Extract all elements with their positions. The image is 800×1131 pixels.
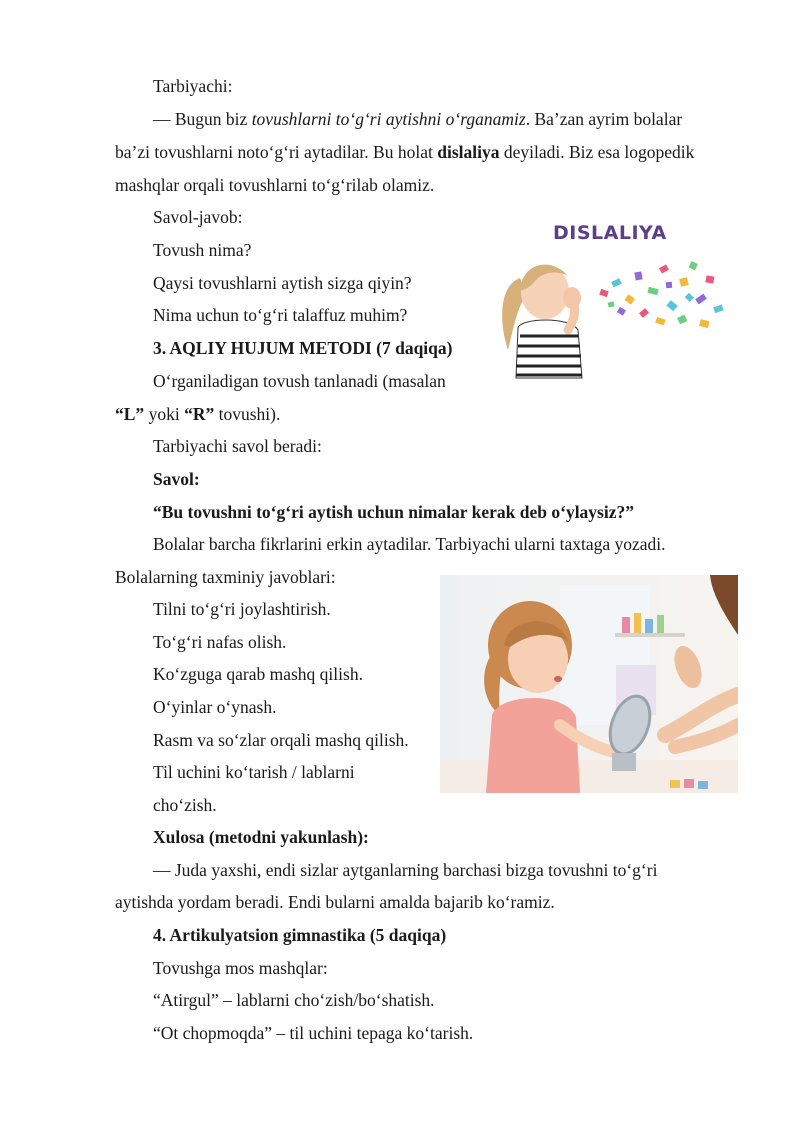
list-item: cho‘zish. [153, 795, 217, 815]
girl-speaking-letters-illustration-icon [490, 250, 730, 382]
list-item: Til uchini ko‘tarish / lablarni [153, 762, 355, 782]
bold-term: “L” [115, 404, 145, 424]
question-line: Qaysi tovushlarni aytish sizga qiyin? [153, 273, 412, 293]
paragraph-line [153, 108, 682, 130]
paragraph-line: Tarbiyachi savol beradi: [153, 436, 322, 456]
list-item: “Atirgul” – lablarni cho‘zish/bo‘shatish. [153, 990, 435, 1010]
paragraph-line: Tovushga mos mashqlar: [153, 958, 328, 978]
paragraph-line: O‘rganiladigan tovush tanlanadi (masalan [153, 371, 446, 391]
paragraph-line [115, 141, 694, 163]
text-span: ba’zi tovushlarni noto‘g‘ri aytadilar. Bu holat [115, 142, 438, 162]
paragraph-line: — Juda yaxshi, endi sizlar aytganlarning barchasi bizga tovushni to‘g‘ri [153, 860, 658, 880]
text-span: deyiladi. Biz esa logopedik [499, 142, 695, 162]
list-item: To‘g‘ri nafas olish. [153, 632, 287, 652]
conclusion-heading: Xulosa (metodni yakunlash): [153, 827, 369, 847]
bold-term: dislaliya [437, 142, 500, 162]
text-span: — Bugun biz [153, 109, 252, 129]
section-heading: 4. Artikulyatsion gimnastika (5 daqiqa) [153, 925, 447, 945]
paragraph-line: mashqlar orqali tovushlarni to‘g‘rilab olamiz. [115, 175, 435, 195]
question-line: Tovush nima? [153, 240, 252, 260]
text-span: . Ba’zan ayrim bolalar [525, 109, 683, 129]
paragraph-line: Bolalar barcha fikrlarini erkin aytadilar. Tarbiyachi ularni taxtaga yozadi. [153, 534, 666, 554]
speech-therapy-photo [440, 575, 738, 793]
text-span: tovushi). [214, 404, 281, 424]
list-item: Tilni to‘g‘ri joylashtirish. [153, 599, 331, 619]
text-span: yoki [144, 404, 185, 424]
question-label: Savol: [153, 469, 200, 489]
list-item: Rasm va so‘zlar orqali mashq qilish. [153, 730, 409, 750]
paragraph-line: Savol-javob: [153, 207, 243, 227]
paragraph-line: Bolalarning taxminiy javoblari: [115, 567, 336, 587]
dislaliya-figure [490, 222, 730, 382]
bold-term: “R” [184, 404, 215, 424]
paragraph-line: Tarbiyachi: [153, 76, 233, 96]
figure-title: DISLALIYA [553, 222, 667, 244]
paragraph-line: aytishda yordam beradi. Endi bularni amalda bajarib ko‘ramiz. [115, 892, 555, 912]
paragraph-line [115, 403, 280, 425]
question-quote: “Bu tovushni to‘g‘ri aytish uchun nimalar kerak deb o‘ylaysiz?” [153, 502, 634, 522]
list-item: O‘yinlar o‘ynash. [153, 697, 277, 717]
italic-text: tovushlarni to‘g‘ri aytishni o‘rganamiz [251, 109, 526, 129]
section-heading: 3. AQLIY HUJUM METODI (7 daqiqa) [153, 338, 453, 358]
list-item: “Ot chopmoqda” – til uchini tepaga ko‘tarish. [153, 1023, 474, 1043]
girl-with-speech-therapist-photo-icon [440, 575, 738, 793]
list-item: Ko‘zguga qarab mashq qilish. [153, 664, 363, 684]
question-line: Nima uchun to‘g‘ri talaffuz muhim? [153, 305, 408, 325]
